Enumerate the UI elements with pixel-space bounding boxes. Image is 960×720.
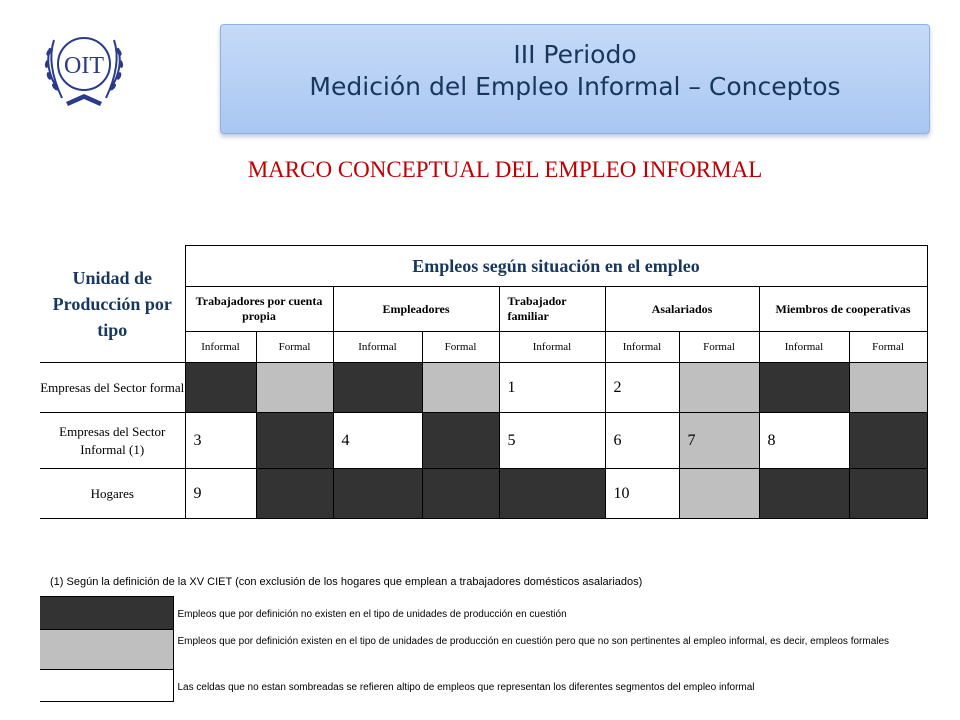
logo-text: OIT xyxy=(64,53,104,79)
legend-text: Empleos que por definición existen en el tipo de unidades de producción en cuestión pero que no son pertinentes al empleo informal, es decir, empleos formales xyxy=(177,635,890,647)
table-cell xyxy=(499,469,605,519)
table-cell: 5 xyxy=(499,413,605,469)
table-cell xyxy=(849,363,927,413)
sub-header: Informal xyxy=(499,332,605,363)
table-cell xyxy=(849,469,927,519)
table-cell xyxy=(256,469,333,519)
row-label: Empresas del Sector Informal (1) xyxy=(40,413,185,469)
sub-header: Informal xyxy=(759,332,849,363)
legend-text: Empleos que por definición no existen en el tipo de unidades de producción en cuestión xyxy=(177,608,567,620)
sub-header: Formal xyxy=(422,332,499,363)
legend xyxy=(40,596,927,702)
table-row xyxy=(40,413,927,469)
table-row xyxy=(40,363,927,413)
table-cell xyxy=(333,363,422,413)
legend-text: Las celdas que no estan sombreadas se refieren altipo de empleos que representan los diferentes segmentos del empleo informal xyxy=(177,681,755,693)
table-cell xyxy=(185,363,256,413)
title-line-1: III Periodo xyxy=(513,40,637,69)
sub-header: Formal xyxy=(679,332,759,363)
table-cell: 7 xyxy=(679,413,759,469)
sub-header: Formal xyxy=(849,332,927,363)
row-label: Empresas del Sector formal xyxy=(40,363,185,413)
category-header: Trabajadores por cuenta propia xyxy=(185,287,333,332)
title-box xyxy=(220,24,930,134)
category-header: Trabajador familiar xyxy=(499,287,605,332)
table-cell: 2 xyxy=(605,363,679,413)
title-line-2: Medición del Empleo Informal – Conceptos xyxy=(309,72,841,101)
sub-header: Informal xyxy=(605,332,679,363)
legend-item xyxy=(40,597,927,630)
table-cell xyxy=(759,363,849,413)
legend-swatch xyxy=(40,670,173,702)
sub-header: Informal xyxy=(333,332,422,363)
table-cell xyxy=(422,413,499,469)
legend-item xyxy=(40,630,927,670)
table-cell: 4 xyxy=(333,413,422,469)
table-cell xyxy=(256,363,333,413)
table-cell: 1 xyxy=(499,363,605,413)
category-header: Miembros de cooperativas xyxy=(759,287,927,332)
informal-employment-table xyxy=(40,245,928,519)
table-cell xyxy=(256,413,333,469)
table-cell xyxy=(422,363,499,413)
table-cell: 10 xyxy=(605,469,679,519)
row-header-title: Unidad de Producción por tipo xyxy=(40,246,185,363)
group-header: Empleos según situación en el empleo xyxy=(185,246,927,287)
table-cell xyxy=(333,469,422,519)
row-label: Hogares xyxy=(40,469,185,519)
legend-swatch xyxy=(40,630,173,670)
table-cell: 3 xyxy=(185,413,256,469)
table-cell xyxy=(759,469,849,519)
table-cell: 9 xyxy=(185,469,256,519)
category-header: Empleadores xyxy=(333,287,499,332)
sub-header: Formal xyxy=(256,332,333,363)
table-cell xyxy=(679,363,759,413)
table-cell xyxy=(679,469,759,519)
subtitle: MARCO CONCEPTUAL DEL EMPLEO INFORMAL xyxy=(247,157,763,182)
category-header: Asalariados xyxy=(605,287,759,332)
legend-item xyxy=(40,670,927,702)
table-row xyxy=(40,469,927,519)
table-cell xyxy=(422,469,499,519)
table-cell: 6 xyxy=(605,413,679,469)
sub-header: Informal xyxy=(185,332,256,363)
table-cell xyxy=(849,413,927,469)
table-cell: 8 xyxy=(759,413,849,469)
footnote: (1) Según la definición de la XV CIET (con exclusión de los hogares que emplean a trabajadores domésticos asalariados) xyxy=(50,576,643,588)
oit-logo xyxy=(36,18,132,110)
legend-swatch xyxy=(40,597,173,630)
